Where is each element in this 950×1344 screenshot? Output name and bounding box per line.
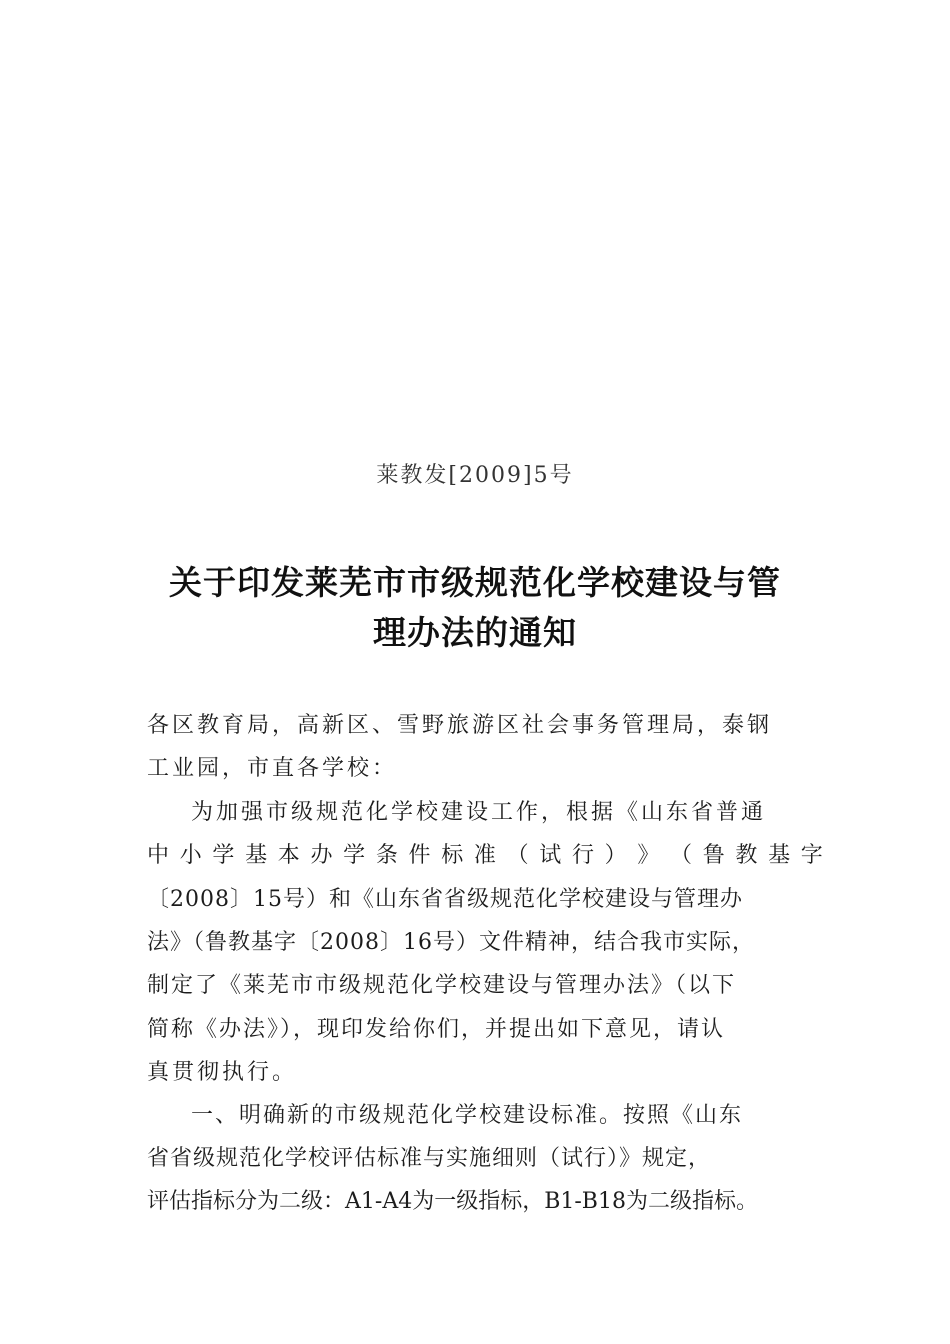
- body-line-12: 评估指标分为二级：A1-A4为一级指标，B1-B18为二级指标。: [147, 1189, 758, 1214]
- title-line-1: 关于印发莱芜市市级规范化学校建设与管: [169, 563, 781, 602]
- body-line-6: 法》（鲁教基字〔2008〕16号）文件精神，结合我市实际，: [147, 930, 755, 955]
- document-number: 莱教发[2009]5号: [376, 463, 574, 488]
- body-line-8: 简称《办法》），现印发给你们，并提出如下意见，请认: [147, 1017, 726, 1042]
- body-line-5: 〔2008〕15号）和《山东省省级规范化学校建设与管理办: [147, 887, 743, 912]
- body-line-3: 为加强市级规范化学校建设工作，根据《山东省普通: [191, 800, 767, 825]
- body-line-10: 一、明确新的市级规范化学校建设标准。按照《山东: [191, 1103, 744, 1128]
- body-line-2: 工业园，市直各学校：: [147, 756, 398, 781]
- title-line-2: 理办法的通知: [373, 613, 577, 652]
- body-line-7: 制定了《莱芜市市级规范化学校建设与管理办法》（以下: [147, 973, 737, 998]
- body-line-1: 各区教育局，高新区、雪野旅游区社会事务管理局，泰钢: [147, 713, 773, 738]
- body-line-4: 中 小 学 基 本 办 学 条 件 标 准 （ 试 行 ） 》 （ 鲁 教 基 字: [147, 843, 823, 868]
- body-line-11: 省省级规范化学校评估标准与实施细则（试行）》规定，: [147, 1146, 712, 1171]
- body-line-9: 真贯彻执行。: [147, 1060, 298, 1085]
